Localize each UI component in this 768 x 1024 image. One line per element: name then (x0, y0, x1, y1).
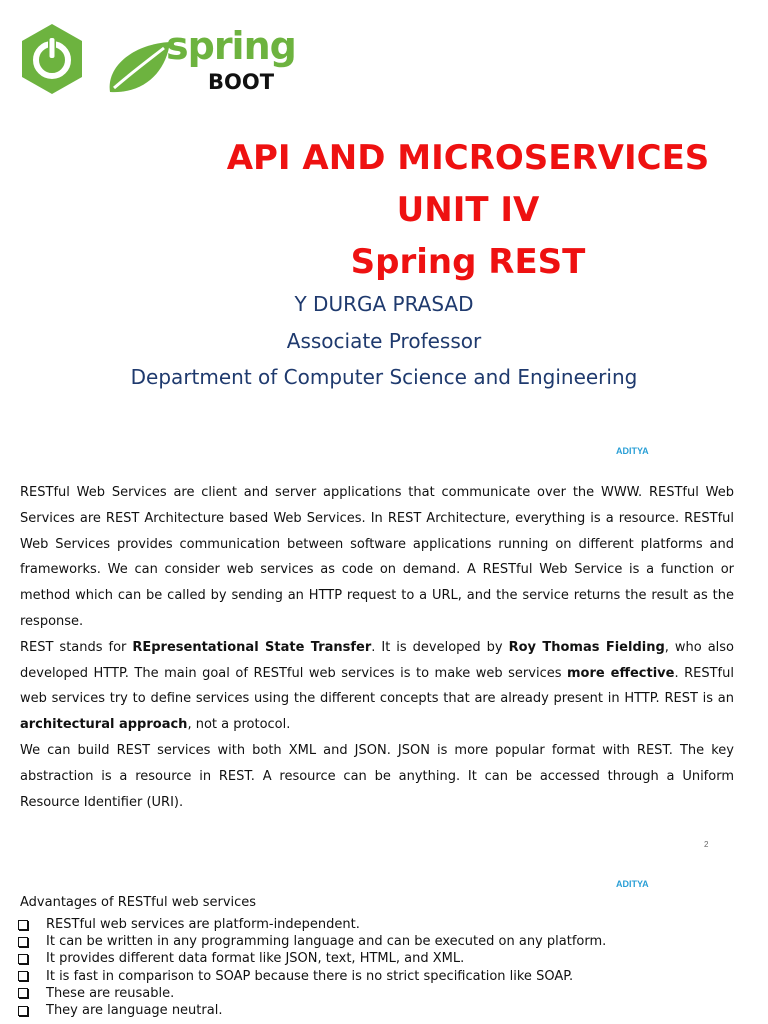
unit-title: UNIT IV (396, 190, 540, 230)
brand-label: ADITYA (616, 446, 649, 456)
checkbox-bullet-icon (18, 920, 28, 930)
body-text (20, 480, 734, 815)
logo-subtitle: BOOT (208, 70, 275, 94)
list-item: It is fast in comparison to SOAP because there is no strict specification like SOAP. (18, 968, 606, 985)
checkbox-bullet-icon (18, 971, 28, 981)
course-title: API AND MICROSERVICES (226, 138, 710, 178)
checkbox-bullet-icon (18, 1006, 28, 1016)
list-item: It provides different data format like JSON, text, HTML, and XML. (18, 950, 606, 967)
paragraph-1: RESTful Web Services are client and server applications that communicate over the WWW. RESTful Web Services are REST Architecture based Web Services. In REST Architecture, everything is a resource. RESTful Web Services provides communication between software applications running on different platforms and frameworks. We can consider web services as code on demand. A RESTful Web Service is a function or method which can be called by sending an HTTP request to a URL, and the service returns the result as the response. (20, 485, 734, 629)
checkbox-bullet-icon (18, 988, 28, 998)
author-department: Department of Computer Science and Engineering (130, 365, 638, 389)
list-item: RESTful web services are platform-independent. (18, 916, 606, 933)
architectural-approach: architectural approach (20, 717, 188, 733)
list-item: These are reusable. (18, 985, 606, 1002)
rest-expansion: REpresentational State Transfer (132, 639, 372, 655)
list-item: They are language neutral. (18, 1002, 606, 1019)
page-number: 2 (704, 840, 709, 849)
advantages-heading: Advantages of RESTful web services (20, 895, 257, 910)
advantages-list (18, 916, 606, 1019)
brand-label: ADITYA (616, 879, 649, 889)
checkbox-bullet-icon (18, 954, 28, 964)
paragraph-2: REST stands for REpresentational State Transfer. It is developed by Roy Thomas Fielding, who also developed HTTP. The main goal of RESTful web services is to make web services more effective. RESTful web services try to define services using the different concepts that are already present in HTTP. REST is an architectural approach, not a protocol. (20, 639, 734, 733)
spring-leaf-icon (110, 42, 170, 92)
list-item: It can be written in any programming language and can be executed on any platform. (18, 933, 606, 950)
more-effective: more effective (567, 665, 675, 681)
author-name: Y DURGA PRASAD (294, 292, 474, 316)
paragraph-3: We can build REST services with both XML and JSON. JSON is more popular format with REST. The key abstraction is a resource in REST. A resource can be anything. It can be accessed through a Uniform Resource Identifier (URI). (20, 742, 734, 810)
fielding-name: Roy Thomas Fielding (508, 639, 665, 655)
logo-wordmark: spring (166, 24, 296, 68)
checkbox-bullet-icon (18, 937, 28, 947)
author-position: Associate Professor (286, 329, 482, 353)
topic-title: Spring REST (350, 242, 586, 282)
